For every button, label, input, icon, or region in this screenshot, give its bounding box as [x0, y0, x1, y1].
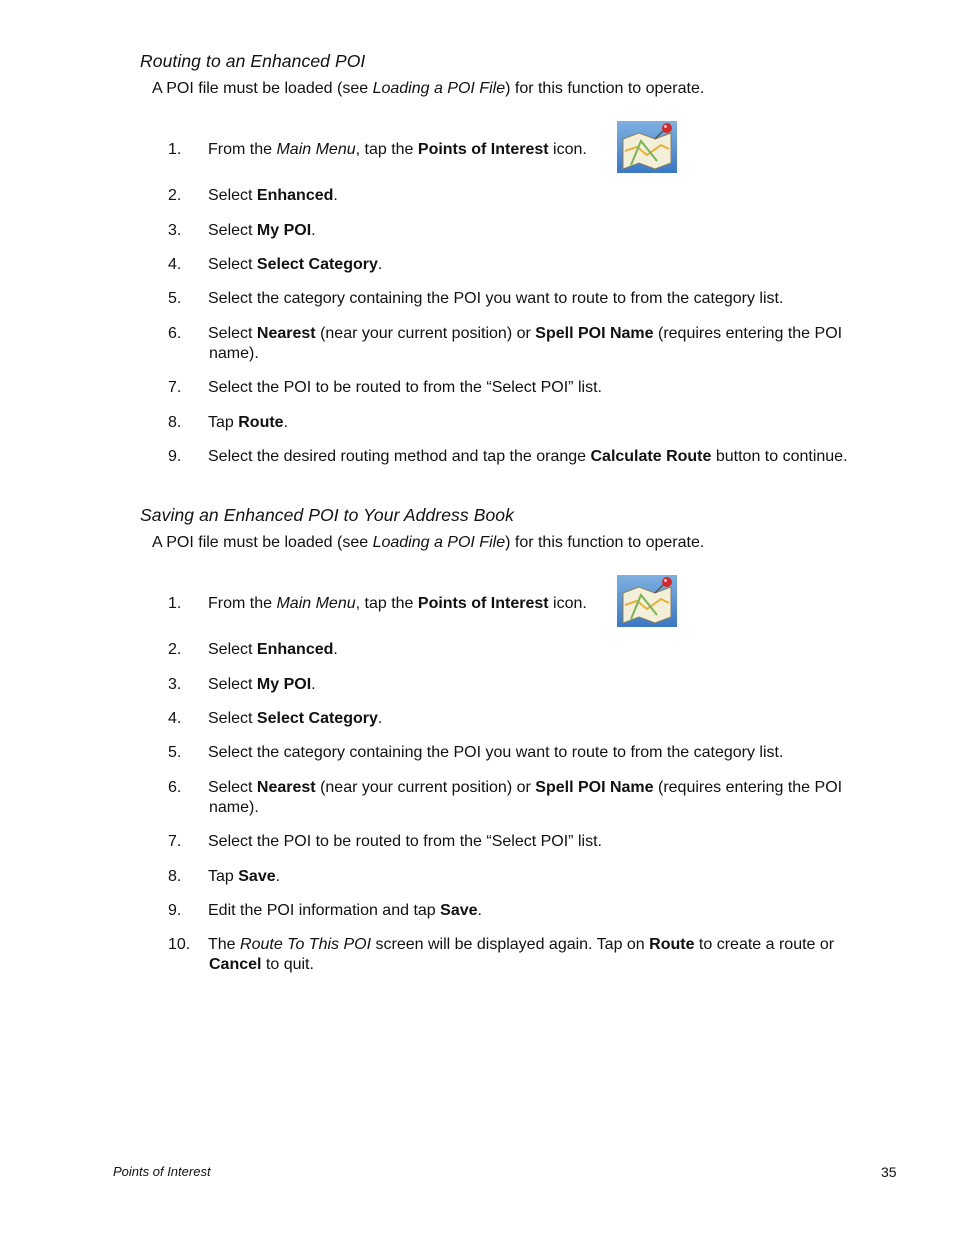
- step-text: From the Main Menu, tap the Points of Interest icon.: [208, 141, 587, 158]
- intro-text-saving: A POI file must be loaded (see Loading a POI File) for this function to operate.: [152, 534, 705, 551]
- intro-after: ) for this function to operate.: [505, 80, 705, 97]
- points-of-interest-map-icon: [617, 121, 677, 173]
- intro-ref-link: Loading a POI File: [372, 80, 506, 97]
- intro-text-routing: [152, 80, 704, 98]
- intro-ref-link: Loading a POI File: [372, 534, 506, 551]
- intro-before: A POI file must be loaded (see: [152, 80, 373, 97]
- section-title-saving: Saving an Enhanced POI to Your Address Book: [140, 505, 514, 525]
- footer-section-name: Points of Interest: [113, 1164, 211, 1179]
- section-title-routing: Routing to an Enhanced POI: [140, 51, 366, 71]
- points-of-interest-map-icon: [617, 575, 677, 627]
- page-number: 35: [881, 1164, 897, 1180]
- step-number: 1.: [168, 141, 182, 158]
